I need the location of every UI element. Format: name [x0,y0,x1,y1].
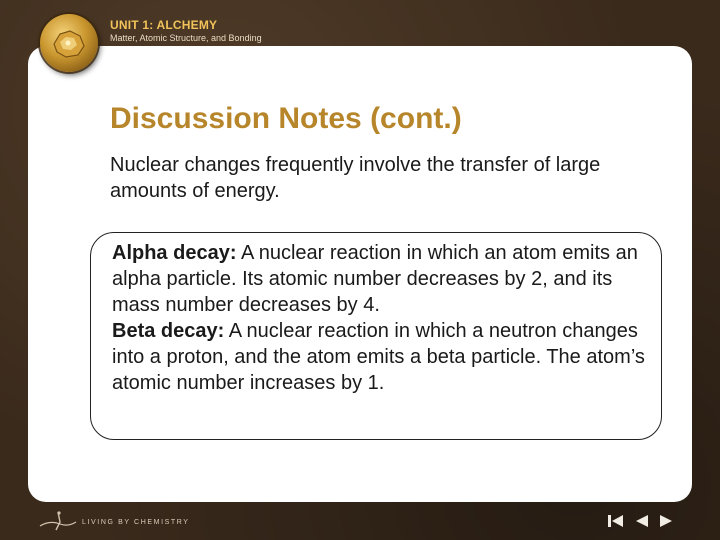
slide-title: Discussion Notes (cont.) [110,102,462,135]
next-triangle-icon[interactable] [656,512,676,530]
unit-subtitle: Matter, Atomic Structure, and Bonding [110,33,262,43]
alpha-decay-term: Alpha decay: [112,242,237,264]
previous-triangle-icon[interactable] [632,512,652,530]
alpha-decay-definition [112,240,660,318]
footer-brand: LIVING BY CHEMISTRY [82,519,190,526]
gold-nugget-logo-icon [40,14,98,72]
definitions-text [112,240,660,396]
unit-title: UNIT 1: ALCHEMY [110,18,218,32]
intro-text: Nuclear changes frequently involve the transfer of large amounts of energy. [110,154,601,202]
skip-to-start-icon[interactable] [606,512,626,530]
beta-decay-term: Beta decay: [112,320,225,342]
living-by-chemistry-logo-icon [38,510,78,539]
alpha-decay-description: A nuclear reaction in which an atom emits an alpha particle. Its atomic number decreases by 2, and its mass number decreases by 4. [112,242,638,316]
beta-decay-definition [112,318,660,396]
beta-decay-description: A nuclear reaction in which a neutron changes into a proton, and the atom emits a beta particle. The atom’s atomic number increases by 1. [112,320,645,394]
